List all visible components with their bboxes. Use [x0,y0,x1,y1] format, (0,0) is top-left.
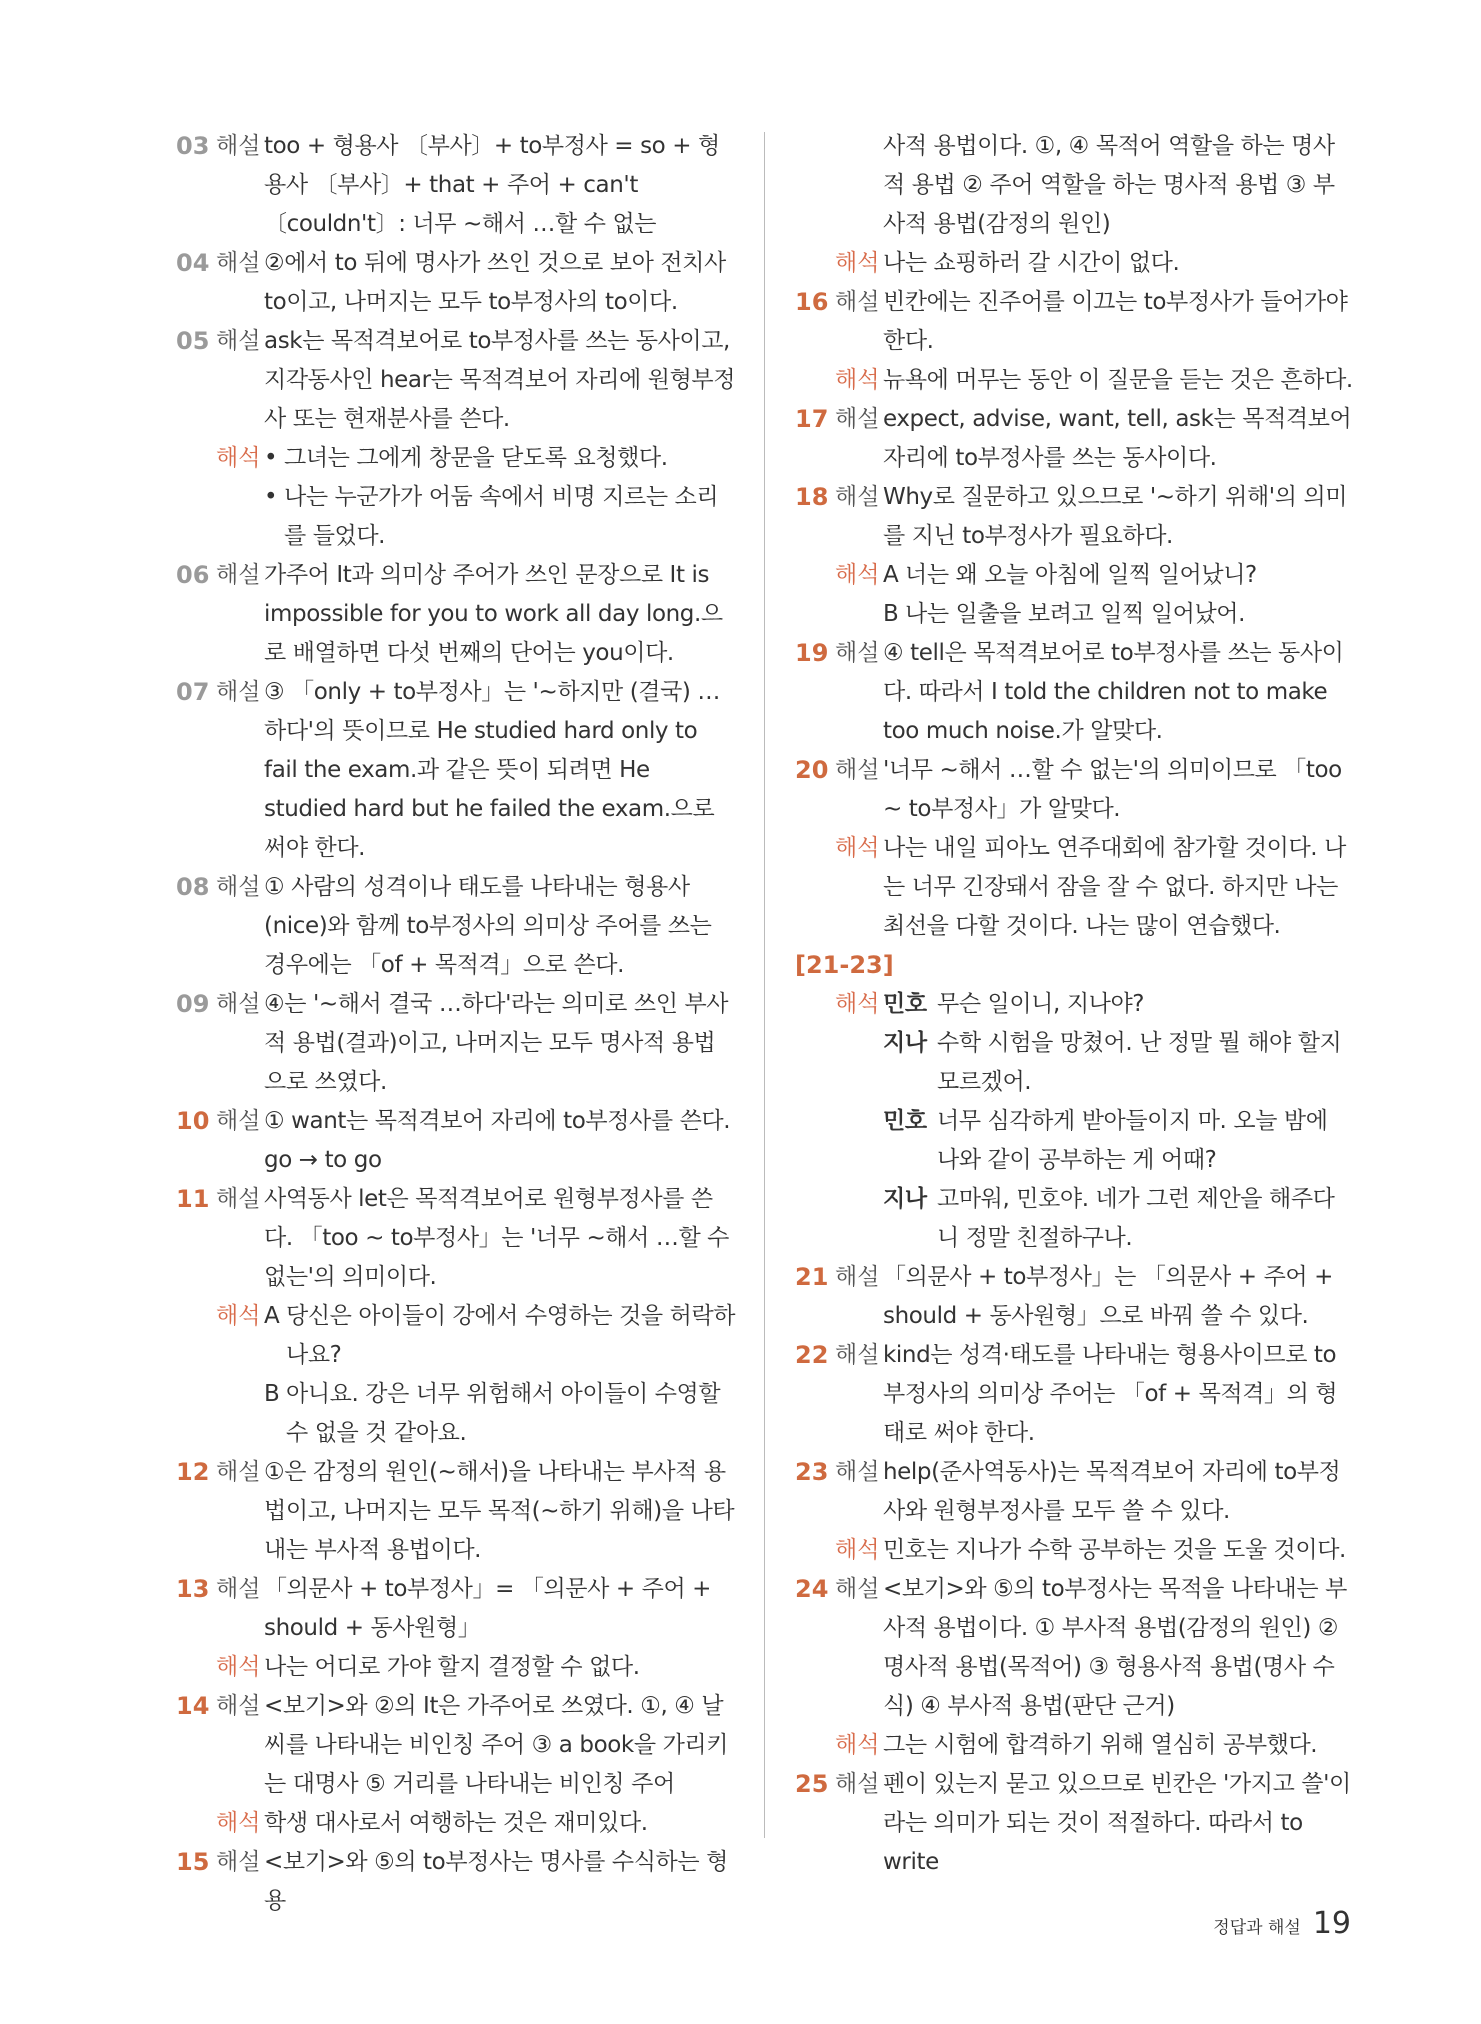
explanation-row [795,1765,1355,1882]
explanation-row [795,400,1355,478]
dialogue-text: 당신은 아이들이 강에서 수영하는 것을 허락하나요? [286,1303,736,1368]
dialogue-line [264,1297,736,1375]
explanation-text: 빈칸에는 진주어를 이끄는 to부정사가 들어가야 한다. [883,289,1348,354]
translation-row [795,556,1355,634]
question-number: 23 [795,1458,829,1486]
translation-row [795,985,1355,1258]
translation-row [176,1297,736,1453]
bullet-text: 나는 누군가가 어둠 속에서 비명 지르는 소리를 들었다. [284,484,719,549]
page-number: 19 [1312,1906,1351,1941]
dialogue-line [883,1180,1355,1258]
answer-entry [795,478,1355,634]
dialogue-line [883,1024,1355,1102]
explanation-label: 해설 [216,562,261,588]
explanation-text: expect, advise, want, tell, ask는 목적격보어 자리에 to부정사를 쓰는 동사이다. [883,406,1352,471]
bullet-item [264,478,736,556]
explanation-text: <보기>와 ⑤의 to부정사는 목적을 나타내는 부사적 용법이다. ① 부사적 용법(감정의 원인) ② 명사적 용법(목적어) ③ 형용사적 용법(명사 수식) ④ 부사적 용법(판단 근거) [883,1576,1347,1719]
page-footer [1213,1906,1351,1941]
explanation-row [176,556,736,673]
answer-entry [795,1258,1355,1336]
spacer [835,127,883,244]
speaker-name: 민호 [883,1108,927,1134]
explanation-row [176,985,736,1102]
explanation-row [795,1570,1355,1726]
translation-label: 해석 [835,1732,880,1758]
translation-label: 해석 [835,835,880,861]
dialogue-line [264,1375,736,1453]
dialogue-text: 수학 시험을 망쳤어. 난 정말 뭘 해야 할지 모르겠어. [937,1030,1342,1095]
explanation-label: 해설 [835,640,880,666]
explanation-text: 사적 용법이다. ①, ④ 목적어 역할을 하는 명사적 용법 ② 주어 역할을 하는 명사적 용법 ③ 부사적 용법(감정의 원인) [883,133,1335,237]
answer-entry [795,1570,1355,1765]
bullet-dot: • [264,445,278,471]
explanation-row [795,1453,1355,1531]
explanation-row [795,1258,1355,1336]
translation-text: 나는 쇼핑하러 갈 시간이 없다. [883,250,1180,276]
explanation-text: ④ tell은 목적격보어로 to부정사를 쓰는 동사이다. 따라서 I told the children not to make too much noise.가 알맞다. [883,640,1344,744]
answer-entry [795,1336,1355,1453]
explanation-label: 해설 [835,1264,880,1290]
explanation-text: ① 사람의 성격이나 태도를 나타내는 형용사(nice)와 함께 to부정사의 의미상 주어를 쓰는 경우에는 「of + 목적격」으로 쓴다. [264,874,712,978]
question-number: 17 [795,405,829,433]
answer-entry [795,751,1355,946]
speaker-letter: A [264,1303,280,1329]
answer-entry [176,868,736,985]
question-number: 22 [795,1341,829,1369]
explanation-text: <보기>와 ⑤의 to부정사는 명사를 수식하는 형용 [264,1849,728,1914]
dialogue-line [883,1102,1355,1180]
translation-row [795,829,1355,946]
explanation-text: 사역동사 let은 목적격보어로 원형부정사를 쓴다. 「too ~ to부정사」는 '너무 ~해서 …할 수 없는'의 의미이다. [264,1186,730,1290]
dialogue-text: 아니요. 강은 너무 위험해서 아이들이 수영할 수 없을 것 같아요. [286,1381,721,1446]
translation-row [176,439,736,556]
answer-entry [795,127,1355,283]
translation-label: 해석 [216,1303,261,1329]
translation-label: 해석 [835,1537,880,1563]
answer-entry [176,1843,736,1921]
explanation-row [795,283,1355,361]
explanation-row [176,244,736,322]
translation-body [264,1804,736,1843]
dialogue-line [883,985,1355,1024]
explanation-label: 해설 [835,1576,880,1602]
question-number: 18 [795,483,829,511]
explanation-label: 해설 [216,328,261,354]
question-number: 05 [176,327,210,355]
explanation-text: <보기>와 ②의 It은 가주어로 쓰였다. ①, ④ 날씨를 나타내는 비인칭 주어 ③ a book을 가리키는 대명사 ⑤ 거리를 나타내는 비인칭 주어 [264,1693,729,1797]
explanation-label: 해설 [835,289,880,315]
explanation-row [176,1843,736,1921]
question-number: 24 [795,1575,829,1603]
translation-body [883,829,1355,946]
explanation-text: 펜이 있는지 묻고 있으므로 빈칸은 '가지고 쓸'이라는 의미가 되는 것이 적절하다. 따라서 to write [883,1771,1351,1875]
explanation-row [176,1687,736,1804]
answer-entry [795,283,1355,400]
footer-label: 정답과 해설 [1213,1918,1301,1938]
answer-entry [795,1765,1355,1882]
translation-label: 해석 [216,445,261,471]
answer-entry [176,322,736,556]
dialogue-line [883,595,1355,634]
translation-body [883,556,1355,634]
translation-label: 해석 [835,367,880,393]
question-number: 12 [176,1458,210,1486]
answer-entry [176,673,736,868]
explanation-row [795,634,1355,751]
explanation-row [176,1570,736,1648]
explanation-label: 해설 [216,1108,261,1134]
explanation-text: Why로 질문하고 있으므로 '~하기 위해'의 의미를 지닌 to부정사가 필요하다. [883,484,1348,549]
translation-body [883,985,1355,1258]
explanation-label: 해설 [835,1771,880,1797]
translation-text: 뉴욕에 머무는 동안 이 질문을 듣는 것은 흔하다. [883,367,1353,393]
translation-body [264,1297,736,1453]
explanation-text: ① want는 목적격보어 자리에 to부정사를 쓴다. go → to go [264,1108,731,1173]
question-number: 06 [176,561,210,589]
explanation-text: 「의문사 + to부정사」= 「의문사 + 주어 + should + 동사원형」 [264,1576,712,1641]
speaker-letter: B [264,1381,280,1407]
question-number: 09 [176,990,210,1018]
explanation-row [795,751,1355,829]
explanation-label: 해설 [216,679,261,705]
answer-entry [176,1570,736,1687]
translation-body [883,244,1355,283]
answer-entry [176,244,736,322]
speaker-letter: B [883,601,899,627]
translation-label: 해석 [216,1810,261,1836]
explanation-row [176,868,736,985]
explanation-text: kind는 성격·태도를 나타내는 형용사이므로 to부정사의 의미상 주어는 「of + 목적격」의 형태로 써야 한다. [883,1342,1338,1446]
explanation-row [176,322,736,439]
question-number: 16 [795,288,829,316]
dialogue-text: 고마워, 민호야. 네가 그런 제안을 해주다니 정말 친절하구나. [937,1186,1335,1251]
dialogue-text: 무슨 일이니, 지나야? [937,991,1145,1017]
explanation-label: 해설 [835,757,880,783]
explanation-label: 해설 [216,1693,261,1719]
dialogue-text: 나는 일출을 보려고 일찍 일어났어. [905,601,1246,627]
explanation-label: 해설 [835,406,880,432]
question-number: 15 [176,1848,210,1876]
translation-body [883,1726,1355,1765]
answer-entry [176,1102,736,1180]
answer-entry [795,400,1355,478]
translation-row [176,1804,736,1843]
explanation-label: 해설 [835,1342,880,1368]
translation-body [264,439,736,556]
question-number: 20 [795,756,829,784]
explanation-text: ②에서 to 뒤에 명사가 쓰인 것으로 보아 전치사 to이고, 나머지는 모두 to부정사의 to이다. [264,250,726,315]
translation-text: 나는 어디로 가야 할지 결정할 수 없다. [264,1654,640,1680]
explanation-row [176,673,736,868]
section-heading: [21-23] [795,951,894,979]
translation-text: 그는 시험에 합격하기 위해 열심히 공부했다. [883,1732,1318,1758]
dialogue-text: 너무 심각하게 받아들이지 마. 오늘 밤에 나와 같이 공부하는 게 어때? [937,1108,1328,1173]
explanation-text: '너무 ~해서 …할 수 없는'의 의미이므로 「too ~ to부정사」가 알맞다. [883,757,1342,822]
translation-label: 해석 [835,562,880,588]
explanation-text: 가주어 It과 의미상 주어가 쓰인 문장으로 It is impossible for you to work all day long.으로 배열하면 다섯 번째의 단어는 you이다. [264,562,723,666]
explanation-row [176,1453,736,1570]
right-column [795,127,1355,1882]
translation-row [795,244,1355,283]
bullet-item [264,439,736,478]
explanation-text: ①은 감정의 원인(~해서)을 나타내는 부사적 용법이고, 나머지는 모두 목적(~하기 위해)을 나타내는 부사적 용법이다. [264,1459,735,1563]
question-number: 19 [795,639,829,667]
explanation-text: ask는 목적격보어로 to부정사를 쓰는 동사이고, 지각동사인 hear는 목적격보어 자리에 원형부정사 또는 현재분사를 쓴다. [264,328,736,432]
explanation-label: 해설 [216,1459,261,1485]
explanation-row [176,127,736,244]
speaker-name: 지나 [883,1186,927,1212]
answer-entry [176,127,736,244]
translation-text: 나는 내일 피아노 연주대회에 참가할 것이다. 나는 너무 긴장돼서 잠을 잘 수 없다. 하지만 나는 최선을 다할 것이다. 나는 많이 연습했다. [883,835,1346,939]
translation-label: 해석 [835,991,880,1017]
column-divider [764,132,765,1838]
explanation-row [176,1180,736,1297]
explanation-text: ③ 「only + to부정사」는 '~하지만 (결국) …하다'의 뜻이므로 He studied hard only to fail the exam.과 같은 뜻이 되려면 He studied hard but he failed the exam.으로 써야 한다. [264,679,720,861]
explanation-label: 해설 [216,874,261,900]
explanation-label: 해설 [835,484,880,510]
continued-explanation [795,127,1355,244]
explanation-row [795,1336,1355,1453]
question-number: 03 [176,132,210,160]
bullet-dot: • [264,484,278,510]
speaker-letter: A [883,562,899,588]
question-number: 14 [176,1692,210,1720]
translation-body [883,361,1355,400]
translation-body [883,1531,1355,1570]
question-number: 21 [795,1263,829,1291]
explanation-label: 해설 [216,250,261,276]
question-number: 11 [176,1185,210,1213]
bullet-text: 그녀는 그에게 창문을 닫도록 요청했다. [284,445,668,471]
question-number: 08 [176,873,210,901]
answer-entry [176,556,736,673]
speaker-name: 민호 [883,991,927,1017]
question-number: 07 [176,678,210,706]
answer-entry [176,1180,736,1453]
explanation-text: too + 형용사 〔부사〕+ to부정사 = so + 형용사 〔부사〕+ that + 주어 + can't 〔couldn't〕: 너무 ~해서 …할 수 없는 [264,133,720,237]
answer-entry [795,634,1355,751]
explanation-text: ④는 '~해서 결국 …하다'라는 의미로 쓰인 부사적 용법(결과)이고, 나머지는 모두 명사적 용법으로 쓰였다. [264,991,729,1095]
answer-entry [176,1453,736,1570]
explanation-row [176,1102,736,1180]
speaker-name: 지나 [883,1030,927,1056]
question-number: 10 [176,1107,210,1135]
translation-text: 민호는 지나가 수학 공부하는 것을 도울 것이다. [883,1537,1346,1563]
explanation-label: 해설 [216,133,261,159]
explanation-row [795,478,1355,556]
translation-row [176,1648,736,1687]
translation-row [795,361,1355,400]
explanation-label: 해설 [216,991,261,1017]
question-number: 25 [795,1770,829,1798]
answer-entry [795,946,1355,1258]
translation-body [264,1648,736,1687]
explanation-text: help(준사역동사)는 목적격보어 자리에 to부정사와 원형부정사를 모두 쓸 수 있다. [883,1459,1341,1524]
dialogue-line [883,556,1355,595]
explanation-label: 해설 [216,1186,261,1212]
answer-entry [795,1453,1355,1570]
spacer [795,127,835,244]
answer-entry [176,1687,736,1843]
translation-label: 해석 [835,250,880,276]
left-column [176,127,736,1921]
translation-label: 해석 [216,1654,261,1680]
answer-entry [176,985,736,1102]
explanation-label: 해설 [216,1849,261,1875]
translation-row [795,1531,1355,1570]
explanation-text: 「의문사 + to부정사」는 「의문사 + 주어 + should + 동사원형」으로 바꿔 쓸 수 있다. [883,1264,1333,1329]
question-number: 04 [176,249,210,277]
explanation-label: 해설 [216,1576,261,1602]
translation-row [795,1726,1355,1765]
dialogue-text: 너는 왜 오늘 아침에 일찍 일어났니? [905,562,1257,588]
translation-text: 학생 대사로서 여행하는 것은 재미있다. [264,1810,648,1836]
explanation-label: 해설 [835,1459,880,1485]
question-number: 13 [176,1575,210,1603]
